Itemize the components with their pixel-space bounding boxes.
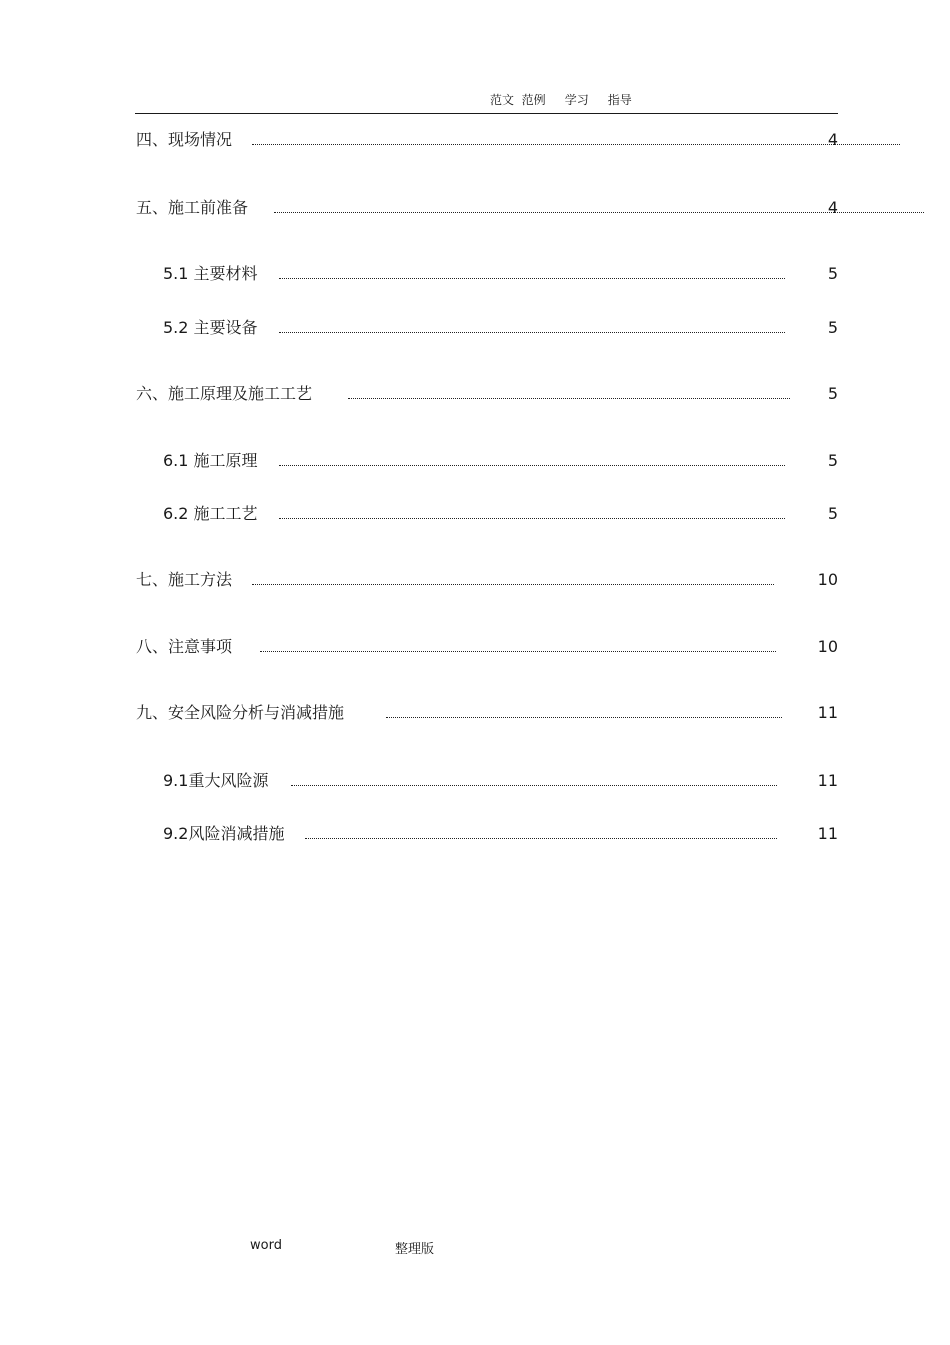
toc-entry-label: 9.2风险消减措施 <box>163 824 285 843</box>
toc-entry-9[interactable] <box>136 701 838 725</box>
toc-page-number: 5 <box>827 451 838 470</box>
toc-entry-5-2[interactable] <box>163 316 838 340</box>
toc-entry-9-2[interactable] <box>163 822 838 846</box>
toc-entry-label: 八、注意事项 <box>136 637 233 656</box>
toc-entry-label: 5.1 主要材料 <box>163 264 258 283</box>
toc-entry-5-1[interactable] <box>163 262 838 286</box>
toc-entry-9-1[interactable] <box>163 769 838 793</box>
toc-page-number: 5 <box>827 504 838 523</box>
toc-leader-dots <box>260 635 776 659</box>
toc-entry-label: 四、现场情况 <box>136 130 233 149</box>
footer-word-label: word <box>250 1238 282 1253</box>
toc-entry-label: 五、施工前准备 <box>136 198 249 217</box>
toc-page-number: 4 <box>827 130 838 149</box>
toc-entry-label: 九、安全风险分析与消减措施 <box>136 703 345 722</box>
toc-leader-dots <box>291 769 777 793</box>
toc-entry-4[interactable] <box>136 128 838 152</box>
toc-entry-6-2[interactable] <box>163 502 838 526</box>
toc-leader-dots <box>386 701 782 725</box>
toc-page-number: 5 <box>827 264 838 283</box>
toc-page-number: 5 <box>827 318 838 337</box>
toc-leader-dots <box>279 449 785 473</box>
toc-leader-dots <box>252 568 774 592</box>
toc-page-number: 11 <box>817 824 838 843</box>
footer-edition-label: 整理版 <box>395 1242 435 1257</box>
toc-page-number: 11 <box>817 703 838 722</box>
toc-leader-dots <box>279 262 785 286</box>
toc-page-number: 4 <box>827 198 838 217</box>
header-divider <box>135 113 838 114</box>
toc-leader-dots <box>305 822 777 846</box>
toc-entry-label: 5.2 主要设备 <box>163 318 258 337</box>
page-header: 范文 范例 学习 指导 <box>490 93 632 107</box>
toc-page-number: 11 <box>817 771 838 790</box>
toc-entry-label: 9.1重大风险源 <box>163 771 269 790</box>
toc-leader-dots <box>252 128 900 152</box>
toc-leader-dots <box>348 382 790 406</box>
toc-entry-5[interactable] <box>136 196 838 220</box>
toc-entry-label: 七、施工方法 <box>136 570 233 589</box>
toc-leader-dots <box>279 502 785 526</box>
toc-entry-7[interactable] <box>136 568 838 592</box>
toc-leader-dots <box>274 196 924 220</box>
toc-page-number: 10 <box>817 570 838 589</box>
toc-entry-8[interactable] <box>136 635 838 659</box>
toc-entry-6[interactable] <box>136 382 838 406</box>
toc-page-number: 10 <box>817 637 838 656</box>
toc-leader-dots <box>279 316 785 340</box>
toc-entry-label: 6.2 施工工艺 <box>163 504 258 523</box>
toc-entry-6-1[interactable] <box>163 449 838 473</box>
toc-entry-label: 六、施工原理及施工工艺 <box>136 384 313 403</box>
toc-page-number: 5 <box>827 384 838 403</box>
toc-entry-label: 6.1 施工原理 <box>163 451 258 470</box>
